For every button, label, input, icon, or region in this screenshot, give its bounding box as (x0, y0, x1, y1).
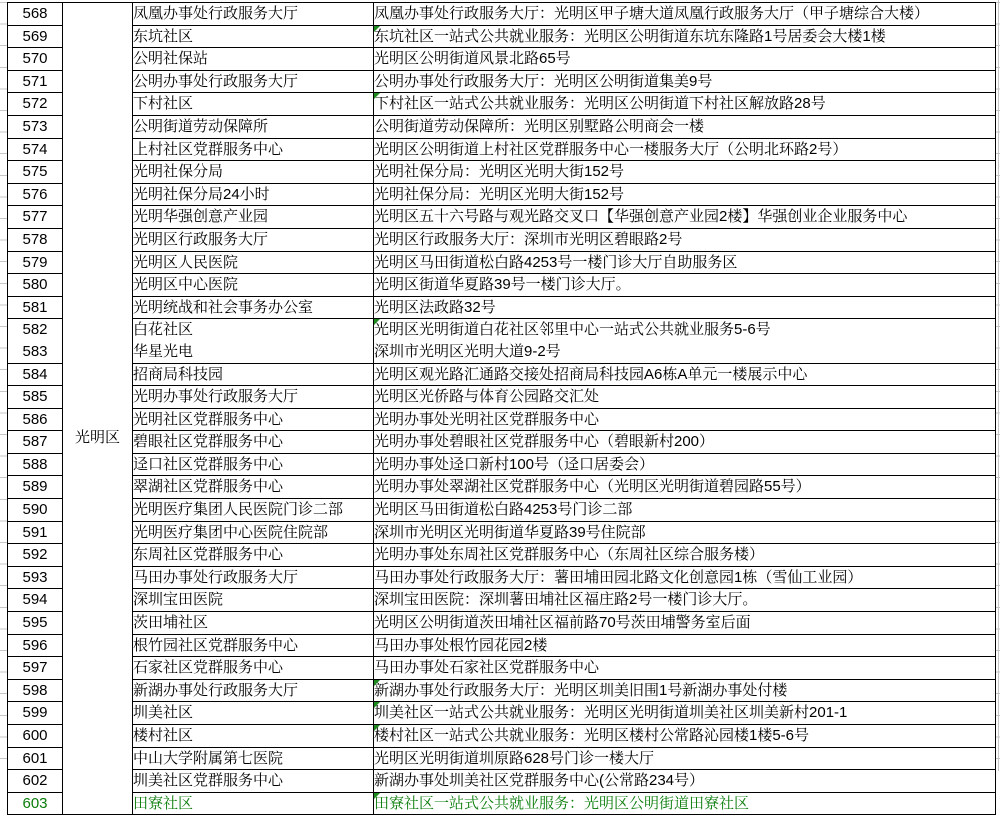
facility-name-cell[interactable]: 田寮社区 (133, 792, 374, 815)
table-row (8, 657, 996, 680)
address-cell[interactable]: 公明街道劳动保障所：光明区别墅路公明商会一楼 (374, 115, 996, 138)
facility-name-cell[interactable]: 东周社区党群服务中心 (133, 544, 374, 567)
facility-name-cell[interactable]: 迳口社区党群服务中心 (133, 453, 374, 476)
address-cell[interactable]: 田寮社区一站式公共就业服务：光明区公明街道田寮社区 (374, 792, 996, 815)
table-row (8, 770, 996, 793)
table-row (8, 499, 996, 522)
address-cell[interactable]: 东坑社区一站式公共就业服务：光明区公明街道东坑东隆路1号居委会大楼1楼 (374, 25, 996, 48)
row-number-cell[interactable]: 602 (8, 770, 63, 793)
table-row (8, 251, 996, 274)
row-number-cell[interactable]: 577 (8, 206, 63, 229)
address-cell[interactable]: 光明办事处迳口新村100号（迳口居委会） (374, 453, 996, 476)
table-row (8, 544, 996, 567)
facility-name-cell[interactable]: 凤凰办事处行政服务大厅 (133, 3, 374, 26)
address-cell[interactable]: 光明区马田街道松白路4253号门诊二部 (374, 499, 996, 522)
facility-name-cell[interactable]: 上村社区党群服务中心 (133, 138, 374, 161)
row-number-cell[interactable]: 595 (8, 612, 63, 635)
table-row (8, 589, 996, 612)
facility-name-cell[interactable]: 光明社保分局 (133, 161, 374, 184)
table-row (8, 408, 996, 431)
facility-name-cell[interactable]: 光明华强创意产业园 (133, 206, 374, 229)
address-cell[interactable]: 光明区公明街道上村社区党群服务中心一楼服务大厅（公明北环路2号） (374, 138, 996, 161)
table-row (8, 792, 996, 815)
row-number-cell[interactable]: 580 (8, 274, 63, 297)
address-cell[interactable]: 光明办事处光明社区党群服务中心 (374, 408, 996, 431)
row-number-cell[interactable]: 572 (8, 93, 63, 116)
row-number-cell[interactable]: 594 (8, 589, 63, 612)
table-row (8, 206, 996, 229)
address-cell[interactable]: 深圳宝田医院：深圳薯田埔社区福庄路2号一楼门诊大厅。 (374, 589, 996, 612)
facility-name-cell[interactable]: 圳美社区 (133, 702, 374, 725)
facility-name-cell[interactable]: 光明医疗集团中心医院住院部 (133, 521, 374, 544)
row-number-cell[interactable]: 573 (8, 115, 63, 138)
table-row (8, 679, 996, 702)
address-cell[interactable]: 新湖办事处圳美社区党群服务中心(公常路234号） (374, 770, 996, 793)
facility-name-cell[interactable]: 楼村社区 (133, 725, 374, 748)
facility-name-cell[interactable]: 东坑社区 (133, 25, 374, 48)
error-indicator-icon (374, 725, 380, 731)
row-number-cell[interactable]: 575 (8, 161, 63, 184)
facility-name: 白花社区 (133, 321, 194, 339)
table-row (8, 296, 996, 319)
row-number-cell[interactable]: 601 (8, 747, 63, 770)
address-cell[interactable]: 楼村社区一站式公共就业服务：光明区楼村公常路沁园楼1楼5-6号 (374, 725, 996, 748)
address-cell[interactable]: 光明区公明街道风景北路65号 (374, 48, 996, 71)
row-number-cell[interactable]: 599 (8, 702, 63, 725)
facility-name-cell[interactable]: 公明街道劳动保障所 (133, 115, 374, 138)
address-cell[interactable]: 光明办事处翠湖社区党群服务中心（光明区光明街道碧园路55号） (374, 476, 996, 499)
address-cell[interactable]: 圳美社区一站式公共就业服务：光明区光明街道圳美社区圳美新村201-1 (374, 702, 996, 725)
row-number-cell[interactable]: 581 (8, 296, 63, 319)
error-indicator-icon (374, 26, 380, 32)
row-number: 582 (22, 321, 48, 339)
row-number-cell[interactable]: 579 (8, 251, 63, 274)
facility-name-cell[interactable]: 光明社保分局24小时 (133, 183, 374, 206)
address-cell[interactable]: 光明办事处东周社区党群服务中心（东周社区综合服务楼） (374, 544, 996, 567)
error-indicator-icon (374, 702, 380, 708)
address-cell[interactable]: 光明区光侨路与体育公园路交汇处 (374, 386, 996, 409)
table-row (8, 521, 996, 544)
district-label: 光明区 (74, 429, 120, 446)
address-text: 光明区光明街道白花社区邻里中心一站式公共就业服务5-6号 (374, 321, 771, 339)
address-cell[interactable]: 光明区光明街道圳原路628号门诊一楼大厅 (374, 747, 996, 770)
address-cell[interactable]: 下村社区一站式公共就业服务：光明区公明街道下村社区解放路28号 (374, 93, 996, 116)
row-number-cell[interactable]: 588 (8, 453, 63, 476)
facility-name-cell[interactable]: 光明区行政服务大厅 (133, 228, 374, 251)
table-row (8, 612, 996, 635)
address-cell[interactable]: 光明区街道华夏路39号一楼门诊大厅。 (374, 274, 996, 297)
row-number-cell[interactable]: 576 (8, 183, 63, 206)
address-cell[interactable]: 马田办事处石家社区党群服务中心 (374, 657, 996, 680)
row-number-cell[interactable]: 598 (8, 679, 63, 702)
facility-name-cell[interactable]: 翠湖社区党群服务中心 (133, 476, 374, 499)
row-number-cell[interactable]: 584 (8, 363, 63, 386)
table-row (8, 431, 996, 454)
table-row (8, 319, 996, 363)
address-cell[interactable]: 光明社保分局：光明区光明大街152号 (374, 183, 996, 206)
facility-name: 华星光电 (133, 342, 194, 360)
row-number-cell[interactable]: 593 (8, 566, 63, 589)
facility-name-cell[interactable]: 光明区人民医院 (133, 251, 374, 274)
table-row (8, 566, 996, 589)
address-cell[interactable]: 光明社保分局：光明区光明大街152号 (374, 161, 996, 184)
row-number-cell[interactable]: 596 (8, 634, 63, 657)
row-number-cell[interactable]: 587 (8, 431, 63, 454)
row-number-cell[interactable]: 600 (8, 725, 63, 748)
address-cell[interactable]: 深圳市光明区光明街道华夏路39号住院部 (374, 521, 996, 544)
facility-name-cell[interactable]: 光明社区党群服务中心 (133, 408, 374, 431)
table-row (8, 48, 996, 71)
address-cell[interactable]: 光明区马田街道松白路4253号一楼门诊大厅自助服务区 (374, 251, 996, 274)
district-merged-cell[interactable] (63, 3, 133, 815)
table-row (8, 634, 996, 657)
table-row (8, 183, 996, 206)
facility-name-cell[interactable]: 中山大学附属第七医院 (133, 747, 374, 770)
address-cell[interactable]: 光明区法政路32号 (374, 296, 996, 319)
address-cell[interactable]: 光明区行政服务大厅：深圳市光明区碧眼路2号 (374, 228, 996, 251)
error-indicator-icon (374, 93, 380, 99)
right-vertical-gridline (998, 0, 999, 771)
row-number-cell[interactable]: 597 (8, 657, 63, 680)
table-row (8, 93, 996, 116)
row-number-cell[interactable]: 578 (8, 228, 63, 251)
row-number: 583 (22, 342, 48, 360)
error-indicator-icon (374, 680, 380, 686)
row-number-cell[interactable]: 569 (8, 25, 63, 48)
table-row (8, 3, 996, 26)
facility-name-cell[interactable]: 深圳宝田医院 (133, 589, 374, 612)
facility-name-cell[interactable]: 招商局科技园 (133, 363, 374, 386)
facility-name-cell[interactable] (133, 319, 374, 363)
facility-name-cell[interactable]: 圳美社区党群服务中心 (133, 770, 374, 793)
row-number-cell[interactable]: 603 (8, 792, 63, 815)
table-row (8, 228, 996, 251)
table-row (8, 274, 996, 297)
table-row (8, 70, 996, 93)
address-cell[interactable]: 光明区五十六号路与观光路交叉口【华强创意产业园2楼】华强创业企业服务中心 (374, 206, 996, 229)
address-cell[interactable]: 新湖办事处行政服务大厅：光明区圳美旧围1号新湖办事处付楼 (374, 679, 996, 702)
address-cell[interactable]: 马田办事处根竹园花园2楼 (374, 634, 996, 657)
facility-name-cell[interactable]: 光明医疗集团人民医院门诊二部 (133, 499, 374, 522)
facility-name-cell[interactable]: 碧眼社区党群服务中心 (133, 431, 374, 454)
row-number-cell[interactable]: 585 (8, 386, 63, 409)
address-cell[interactable]: 马田办事处行政服务大厅：薯田埔田园北路文化创意园1栋（雪仙工业园） (374, 566, 996, 589)
row-number-cell[interactable] (8, 319, 63, 363)
facility-name-cell[interactable]: 公明办事处行政服务大厅 (133, 70, 374, 93)
table-row (8, 25, 996, 48)
address-cell[interactable]: 公明办事处行政服务大厅：光明区公明街道集美9号 (374, 70, 996, 93)
left-gridline-gutter (0, 2, 7, 771)
error-indicator-icon (374, 319, 380, 325)
row-number-cell[interactable]: 568 (8, 3, 63, 26)
address-text: 深圳市光明区光明大道9-2号 (374, 342, 561, 360)
address-cell[interactable]: 光明区观光路汇通路交接处招商局科技园A6栋A单元一楼展示中心 (374, 363, 996, 386)
row-number-cell[interactable]: 570 (8, 48, 63, 71)
row-number-cell[interactable]: 591 (8, 521, 63, 544)
facility-name-cell[interactable]: 公明社保站 (133, 48, 374, 71)
table-row (8, 386, 996, 409)
table-row (8, 363, 996, 386)
address-cell[interactable] (374, 319, 996, 363)
table-row (8, 725, 996, 748)
table-row (8, 476, 996, 499)
facility-name-cell[interactable]: 光明统战和社会事务办公室 (133, 296, 374, 319)
row-number-cell[interactable]: 574 (8, 138, 63, 161)
table-row (8, 161, 996, 184)
facility-name-cell[interactable]: 根竹园社区党群服务中心 (133, 634, 374, 657)
address-cell[interactable]: 光明区公明街道茨田埔社区福前路70号茨田埔警务室后面 (374, 612, 996, 635)
error-indicator-icon (374, 793, 380, 799)
facility-name-cell[interactable]: 茨田埔社区 (133, 612, 374, 635)
facility-name-cell[interactable]: 石家社区党群服务中心 (133, 657, 374, 680)
table-row (8, 702, 996, 725)
address-cell[interactable]: 光明办事处碧眼社区党群服务中心（碧眼新村200） (374, 431, 996, 454)
facility-name-cell[interactable]: 光明区中心医院 (133, 274, 374, 297)
service-locations-table (7, 2, 996, 815)
facility-name-cell[interactable]: 马田办事处行政服务大厅 (133, 566, 374, 589)
table-row (8, 747, 996, 770)
table-body (8, 3, 996, 815)
row-number-cell[interactable]: 590 (8, 499, 63, 522)
row-number-cell[interactable]: 592 (8, 544, 63, 567)
row-number-cell[interactable]: 586 (8, 408, 63, 431)
table-row (8, 138, 996, 161)
table-row (8, 115, 996, 138)
row-number-cell[interactable]: 571 (8, 70, 63, 93)
row-number-cell[interactable]: 589 (8, 476, 63, 499)
facility-name-cell[interactable]: 新湖办事处行政服务大厅 (133, 679, 374, 702)
address-cell[interactable]: 凤凰办事处行政服务大厅：光明区甲子塘大道凤凰行政服务大厅（甲子塘综合大楼） (374, 3, 996, 26)
facility-name-cell[interactable]: 光明办事处行政服务大厅 (133, 386, 374, 409)
facility-name-cell[interactable]: 下村社区 (133, 93, 374, 116)
table-row (8, 453, 996, 476)
